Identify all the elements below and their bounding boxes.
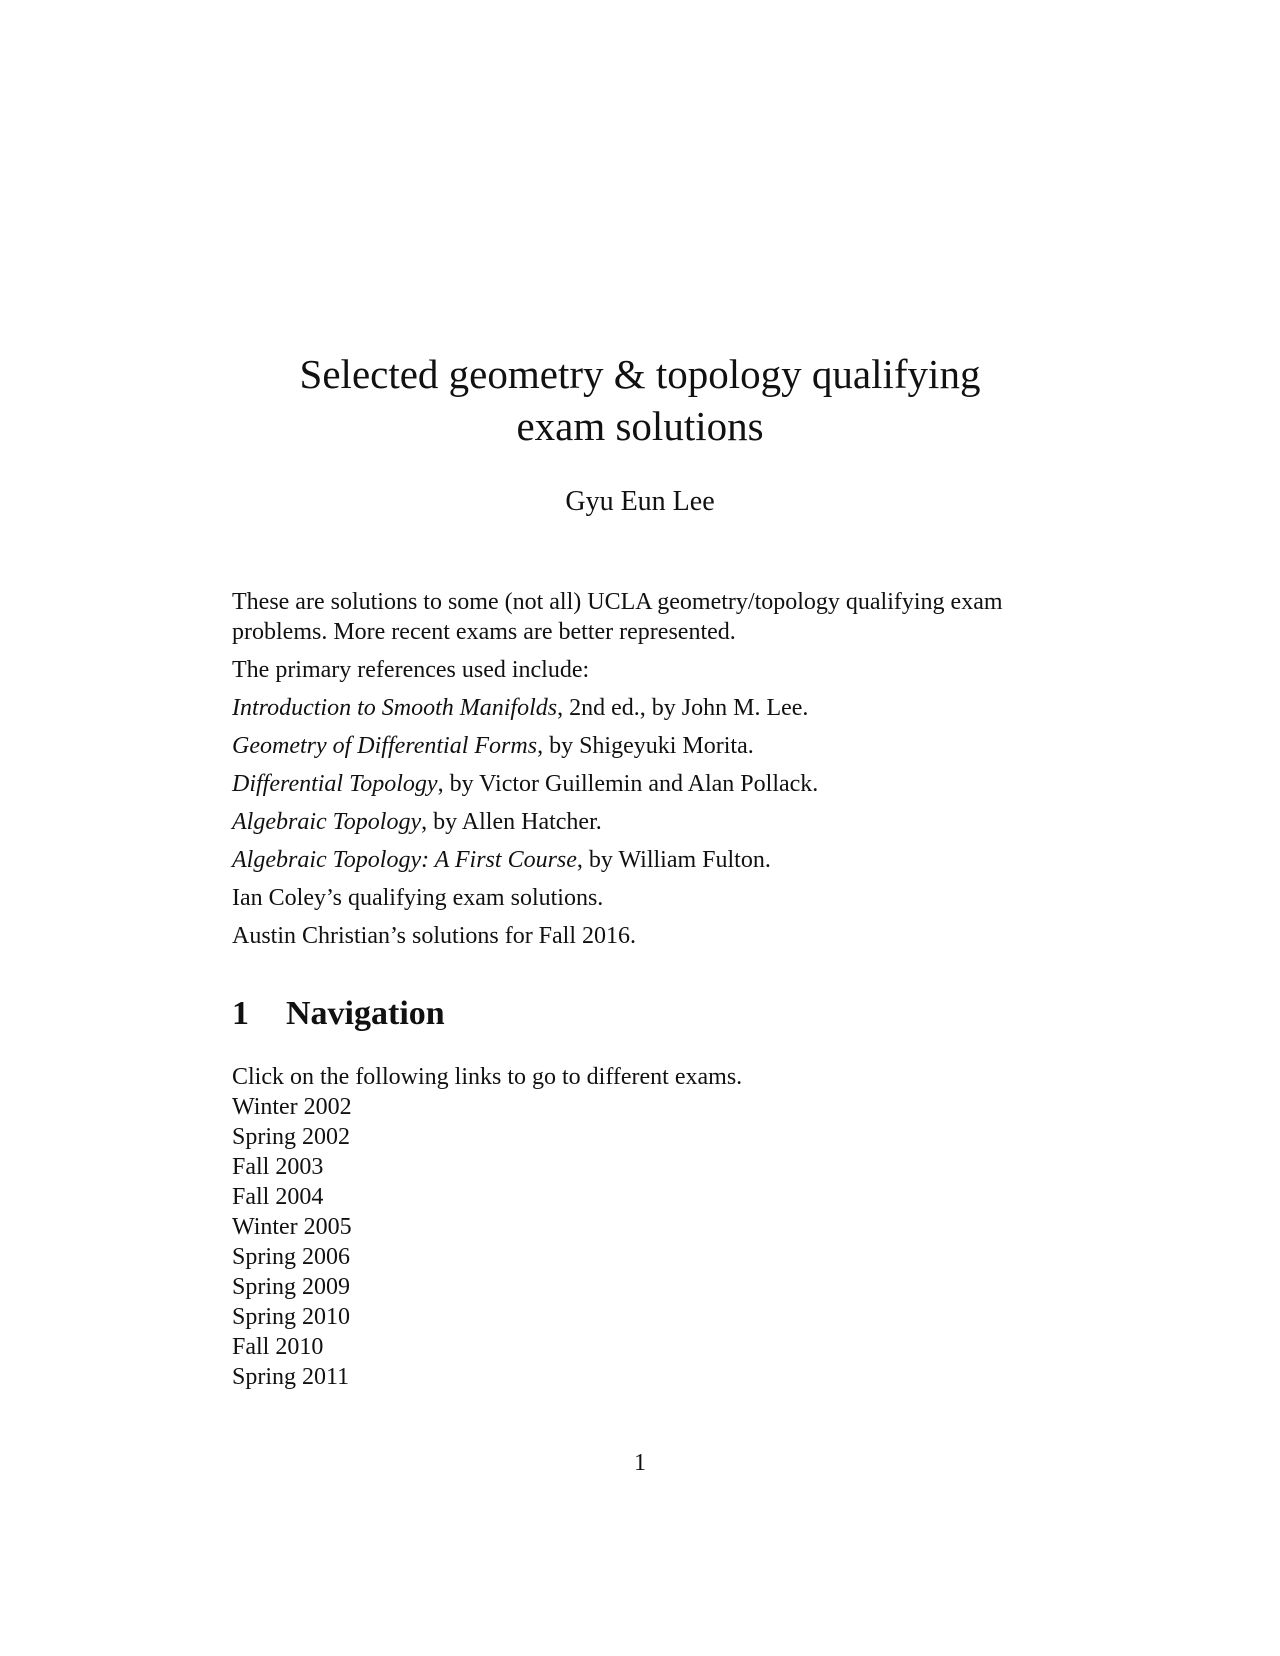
- exam-link[interactable]: Winter 2005: [232, 1214, 352, 1240]
- exam-link-item: [232, 1332, 352, 1362]
- exam-link-item: [232, 1362, 352, 1392]
- section-number: 1: [232, 995, 249, 1032]
- reference-title: Algebraic Topology: A First Course: [232, 847, 577, 873]
- exam-link-item: [232, 1182, 352, 1212]
- exam-link-item: [232, 1122, 352, 1152]
- reference-detail: , 2nd ed., by John M. Lee.: [557, 695, 809, 721]
- reference-item: [232, 845, 1062, 883]
- section-heading-navigation: [232, 994, 445, 1034]
- title-line-1: Selected geometry & topology qualifying: [299, 351, 981, 397]
- reference-item: [232, 731, 1062, 769]
- author-name: Gyu Eun Lee: [565, 486, 715, 517]
- exam-link-item: [232, 1212, 352, 1242]
- reference-detail: , by Allen Hatcher.: [421, 809, 602, 835]
- section-title: Navigation: [286, 995, 445, 1032]
- intro-text: These are solutions to some (not all) UCLA geometry/topology qualifying exam problems. More recent exams are better represented.: [232, 589, 1003, 645]
- exam-link[interactable]: Spring 2002: [232, 1124, 351, 1150]
- title-line-2: exam solutions: [516, 403, 764, 449]
- exam-link[interactable]: Fall 2003: [232, 1154, 324, 1180]
- reference-detail: , by Victor Guillemin and Alan Pollack.: [437, 771, 819, 797]
- page-number: 1: [634, 1450, 646, 1476]
- reference-detail: Austin Christian’s solutions for Fall 2016.: [232, 923, 637, 949]
- exam-link[interactable]: Fall 2004: [232, 1184, 324, 1210]
- reference-title: Geometry of Differential Forms: [232, 733, 538, 759]
- intro-paragraph: [232, 587, 1062, 647]
- reference-item: [232, 921, 1062, 959]
- reference-item: [232, 769, 1062, 807]
- exam-link[interactable]: Spring 2011: [232, 1364, 350, 1390]
- reference-title: Algebraic Topology: [232, 809, 422, 835]
- reference-detail: Ian Coley’s qualifying exam solutions.: [232, 885, 604, 911]
- document-title: [0, 348, 1280, 452]
- reference-detail: , by Shigeyuki Morita.: [537, 733, 754, 759]
- exam-link[interactable]: Spring 2009: [232, 1274, 351, 1300]
- reference-item: [232, 693, 1062, 731]
- exam-link[interactable]: Spring 2006: [232, 1244, 351, 1270]
- references-lead: The primary references used include:: [232, 657, 590, 683]
- exam-link-item: [232, 1302, 352, 1332]
- reference-title: Differential Topology: [232, 771, 438, 797]
- exam-link-item: [232, 1272, 352, 1302]
- exam-link-item: [232, 1152, 352, 1182]
- reference-detail: , by William Fulton.: [576, 847, 771, 873]
- reference-item: [232, 883, 1062, 921]
- references-list: [232, 693, 1062, 959]
- exam-link[interactable]: Spring 2010: [232, 1304, 351, 1330]
- exam-link-item: [232, 1092, 352, 1122]
- reference-title: Introduction to Smooth Manifolds: [232, 695, 558, 721]
- exam-link-item: [232, 1242, 352, 1272]
- exam-link[interactable]: Fall 2010: [232, 1334, 324, 1360]
- reference-item: [232, 807, 1062, 845]
- exam-links-list: [232, 1092, 352, 1392]
- exam-link[interactable]: Winter 2002: [232, 1094, 352, 1120]
- navigation-lead: Click on the following links to go to different exams.: [232, 1064, 743, 1090]
